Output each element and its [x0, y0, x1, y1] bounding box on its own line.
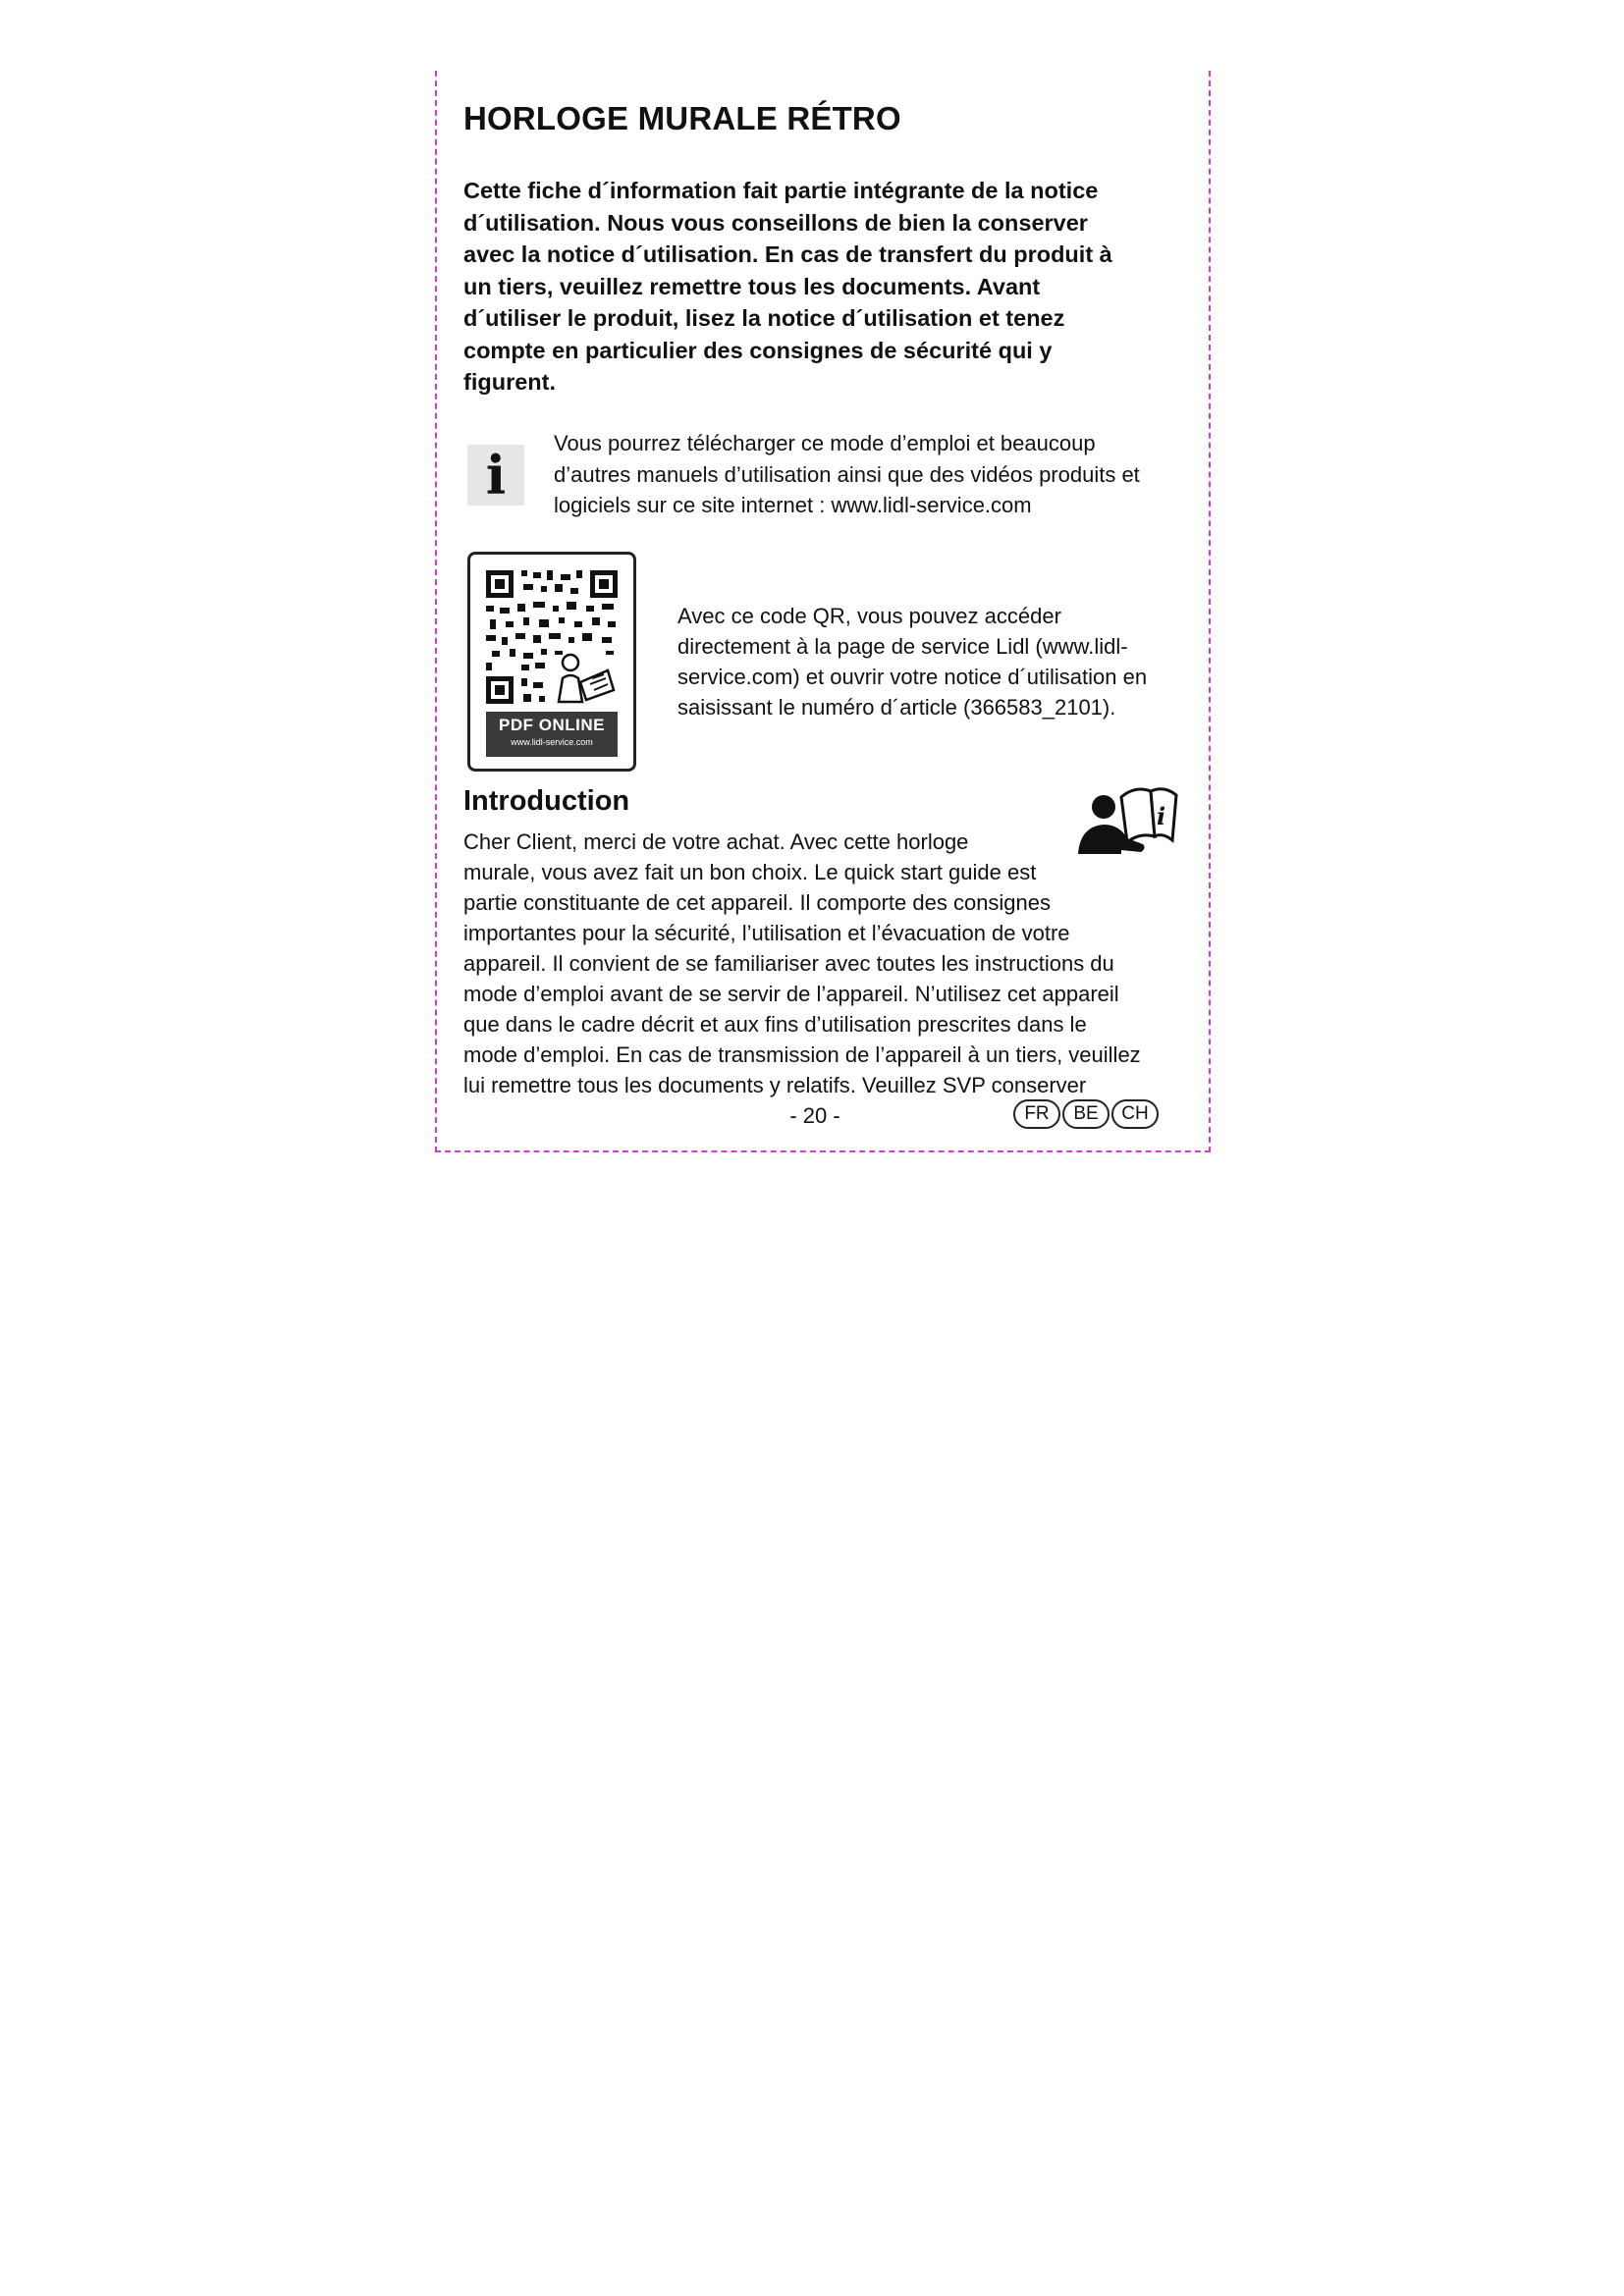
info-line: logiciels sur ce site internet : www.lidl-service.com [554, 493, 1032, 517]
qr-code-info [677, 601, 1180, 722]
pdf-online-badge [486, 712, 618, 757]
info-icon-glyph: i [485, 444, 507, 507]
body-line: que dans le cadre décrit et aux fins d’utilisation prescrites dans le [463, 1012, 1087, 1037]
body-line: murale, vous avez fait un bon choix. Le quick start guide est [463, 860, 1037, 884]
body-line: mode d’emploi. En cas de transmission de l’appareil à un tiers, veuillez [463, 1042, 1141, 1067]
intro-line: compte en particulier des consignes de sécurité qui y [463, 337, 1053, 363]
qr-line: directement à la page de service Lidl (www.lidl- [677, 634, 1128, 659]
intro-line: Cette fiche d´information fait partie intégrante de la notice [463, 178, 1099, 203]
body-line: importantes pour la sécurité, l’utilisation et l’évacuation de votre [463, 921, 1070, 945]
info-line: d’autres manuels d’utilisation ainsi que des vidéos produits et [554, 461, 1140, 487]
info-icon [467, 445, 524, 506]
intro-line: un tiers, veuillez remettre tous les documents. Avant [463, 273, 1041, 299]
intro-line: avec la notice d´utilisation. En cas de transfert du produit à [463, 241, 1112, 267]
body-line: mode d’emploi avant de se servir de l’appareil. N’utilisez cet appareil [463, 982, 1119, 1006]
body-line: partie constituante de cet appareil. Il comporte des consignes [463, 890, 1052, 915]
introduction-heading: Introduction [463, 785, 630, 817]
intro-notice [463, 175, 1180, 399]
intro-line: figurent. [463, 369, 556, 395]
country-codes [1013, 1099, 1159, 1129]
qr-code-card[interactable] [467, 552, 636, 772]
body-line: lui remettre tous les documents y relatifs. Veuillez SVP conserver [463, 1073, 1087, 1097]
download-info [554, 428, 1182, 521]
qr-line: saisissant le numéro d´article (366583_2101). [677, 695, 1116, 720]
pdf-online-url: www.lidl-service.com [511, 737, 593, 747]
country-code-be: BE [1062, 1099, 1110, 1129]
intro-line: d´utiliser le produit, lisez la notice d´utilisation et tenez [463, 305, 1065, 331]
qr-line: service.com) et ouvrir votre notice d´utilisation en [677, 665, 1148, 689]
body-line: appareil. Il convient de se familiariser avec toutes les instructions du [463, 951, 1114, 976]
document-title: HORLOGE MURALE RÉTRO [463, 100, 901, 136]
pdf-online-label: PDF ONLINE [499, 716, 605, 734]
country-code-ch: CH [1111, 1099, 1159, 1129]
qr-code-icon [484, 568, 620, 706]
page-number: - 20 - [789, 1103, 840, 1128]
introduction-body [463, 827, 1180, 1100]
country-code-fr: FR [1013, 1099, 1060, 1129]
intro-line: d´utilisation. Nous vous conseillons de bien la conserver [463, 209, 1088, 236]
qr-line: Avec ce code QR, vous pouvez accéder [677, 604, 1061, 628]
body-line: Cher Client, merci de votre achat. Avec cette horloge [463, 829, 969, 854]
info-line: Vous pourrez télécharger ce mode d’emploi et beaucoup [554, 431, 1096, 455]
svg-text:i: i [1157, 802, 1166, 830]
